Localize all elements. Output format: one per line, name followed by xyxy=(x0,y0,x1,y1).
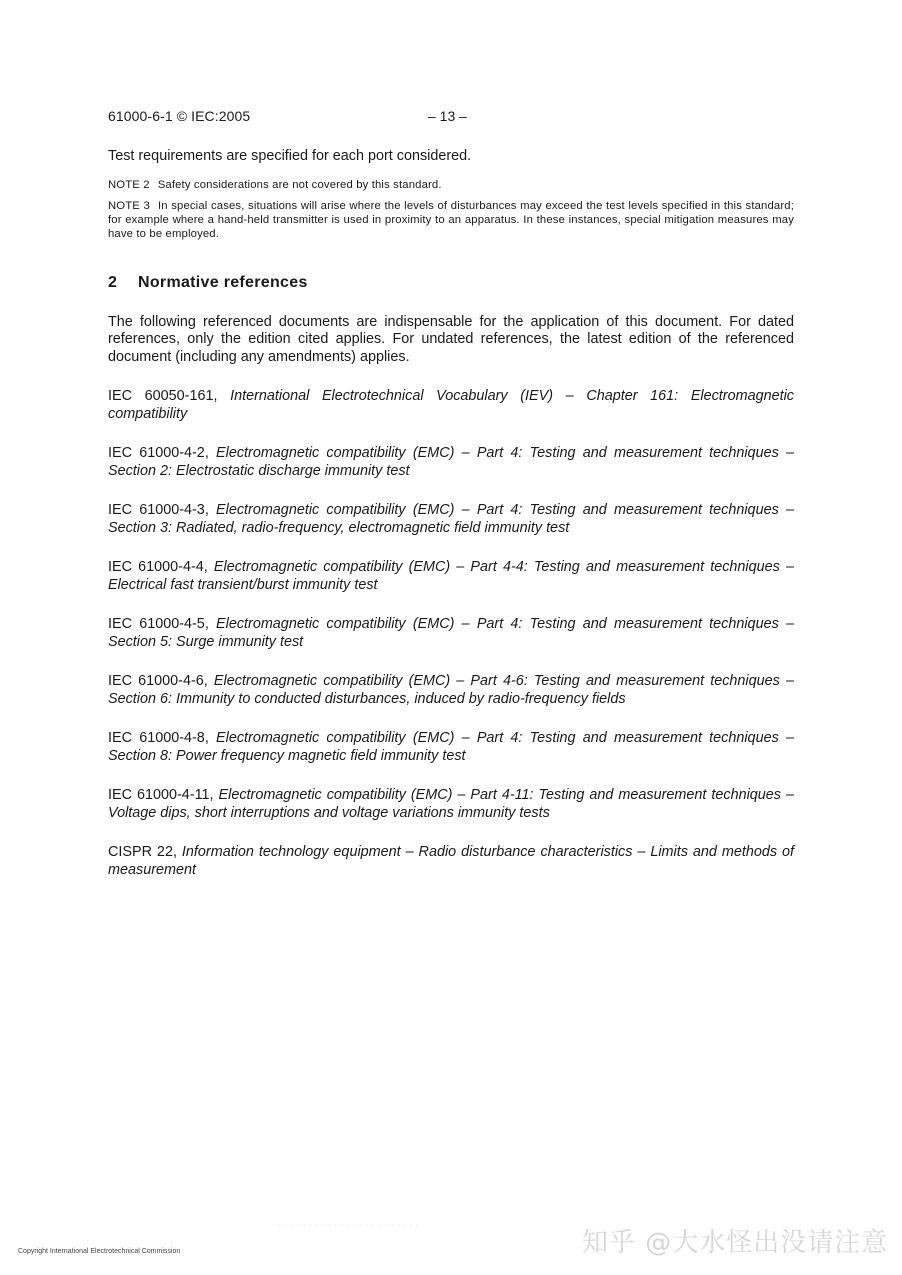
reference-title: Electromagnetic compatibility (EMC) – Part 4-4: Testing and measurement techniques – Electrical fast transient/burst immunity test xyxy=(108,559,794,593)
reference-code: IEC 61000-4-3, xyxy=(108,502,209,518)
reference-code: IEC 61000-4-2, xyxy=(108,445,209,461)
reference-code: IEC 61000-4-6, xyxy=(108,673,208,689)
page-content xyxy=(108,148,794,901)
reference-code: CISPR 22, xyxy=(108,844,177,860)
reference-code: IEC 61000-4-4, xyxy=(108,559,208,575)
reference-title: Electromagnetic compatibility (EMC) – Part 4-6: Testing and measurement techniques – Section 6: Immunity to conducted disturbances, induced by radio-frequency fields xyxy=(108,673,794,707)
reference-item xyxy=(108,616,794,651)
reference-title: Electromagnetic compatibility (EMC) – Part 4-11: Testing and measurement techniques – Voltage dips, short interruptions and voltage variations immunity tests xyxy=(108,787,795,821)
reference-item xyxy=(108,787,794,822)
section-number: 2 xyxy=(108,273,118,291)
reference-title: Electromagnetic compatibility (EMC) – Part 4: Testing and measurement techniques – Section 8: Power frequency magnetic field immunity test xyxy=(108,730,794,764)
reference-code: IEC 61000-4-5, xyxy=(108,616,209,632)
reference-item xyxy=(108,388,794,423)
note-text: Safety considerations are not covered by this standard. xyxy=(157,178,442,191)
reference-item xyxy=(108,673,794,708)
reference-title: International Electrotechnical Vocabulary (IEV) – Chapter 161: Electromagnetic compatibility xyxy=(108,388,794,422)
reference-title: Electromagnetic compatibility (EMC) – Part 4: Testing and measurement techniques – Section 3: Radiated, radio-frequency, electromagnetic field immunity test xyxy=(108,502,794,536)
reference-item xyxy=(108,502,794,537)
note-label: NOTE 3 xyxy=(108,199,150,212)
reference-title: Information technology equipment – Radio disturbance characteristics – Limits and methods of measurement xyxy=(108,844,795,878)
note-text: In special cases, situations will arise where the levels of disturbances may exceed the test levels specified in this standard; for example where a hand-held transmitter is used in proximity to an apparatus. In these instances, special mitigation measures may have to be employed. xyxy=(108,199,794,240)
section-intro: The following referenced documents are indispensable for the application of this document. For dated references, only the edition cited applies. For undated references, the latest edition of the referenced document (including any amendments) applies. xyxy=(108,313,794,365)
reference-item xyxy=(108,730,794,765)
reference-title: Electromagnetic compatibility (EMC) – Part 4: Testing and measurement techniques – Section 5: Surge immunity test xyxy=(108,616,794,650)
reference-code: IEC 61000-4-11, xyxy=(108,787,214,803)
watermark: 知乎 @大水怪出没请注意 xyxy=(582,1228,889,1258)
note-3 xyxy=(108,199,794,241)
intro-paragraph: Test requirements are specified for each port considered. xyxy=(108,148,472,164)
reference-item xyxy=(108,559,794,594)
reference-title: Electromagnetic compatibility (EMC) – Part 4: Testing and measurement techniques – Section 2: Electrostatic discharge immunity test xyxy=(108,445,794,479)
note-label: NOTE 2 xyxy=(108,178,150,191)
section-heading xyxy=(108,274,794,292)
header-doc-id: 61000-6-1 © IEC:2005 xyxy=(108,108,251,124)
reference-item xyxy=(108,844,794,879)
reference-code: IEC 61000-4-8, xyxy=(108,730,209,746)
note-2 xyxy=(108,178,794,192)
header-page-number: – 13 – xyxy=(428,108,467,124)
footer-copyright: Copyright International Electrotechnical Commission xyxy=(18,1248,181,1255)
section-title: Normative references xyxy=(138,273,308,291)
reference-code: IEC 60050-161, xyxy=(108,388,218,404)
reference-item xyxy=(108,445,794,480)
footer-dotted-line: · · · · · · · · · · · · · · · · · · · · · · · xyxy=(278,1222,420,1229)
